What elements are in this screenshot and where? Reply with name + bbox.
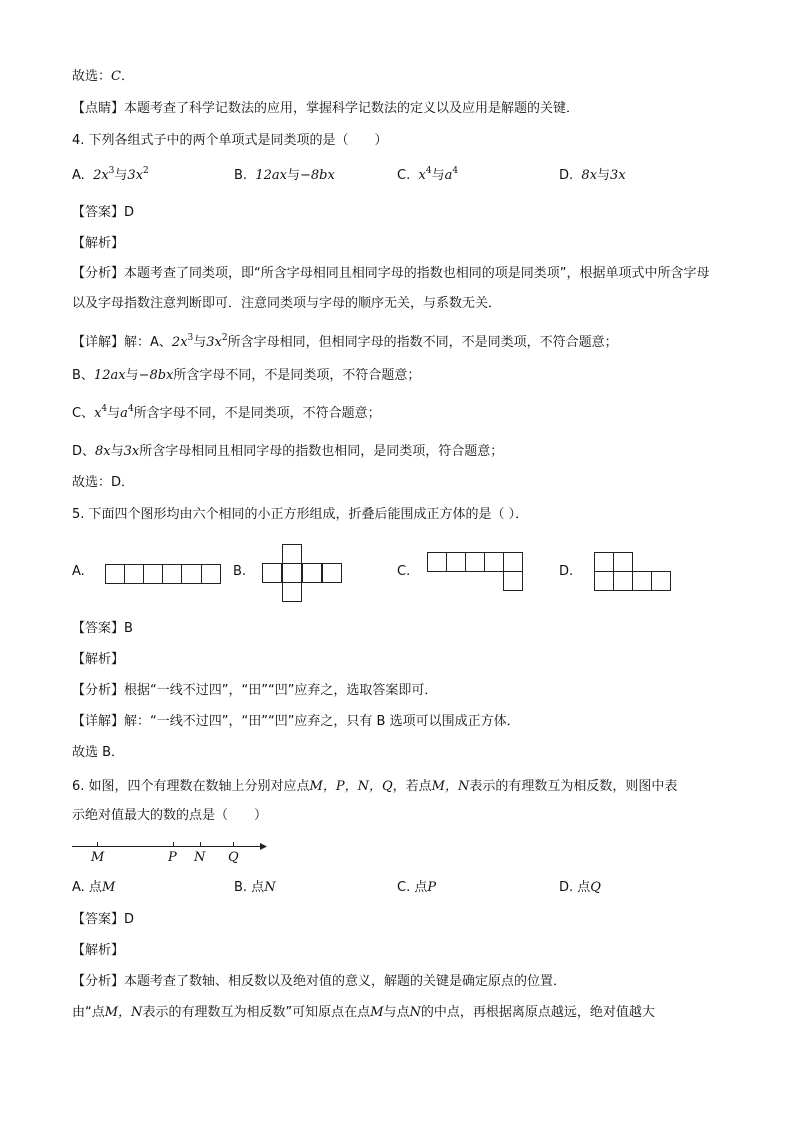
net-figure-c	[427, 552, 524, 592]
number-line	[72, 836, 267, 866]
net-figure-b	[262, 544, 342, 602]
q4-option-a: A. $2x^3$与$3x^2$	[72, 166, 149, 183]
q6-explanation-line: 由“点M，N表示的有理数互为相反数”可知原点在点M与点N的中点，再根据离原点越远，绝对值越大	[72, 1005, 655, 1020]
q6-answer: 【答案】D	[72, 912, 135, 927]
q4-analysis-heading: 【解析】	[72, 236, 125, 251]
q5-label-c: C.	[397, 564, 411, 579]
question-6-stem-line2: 示绝对值最大的数的点是（ ）	[72, 808, 268, 823]
q6-analysis-heading: 【解析】	[72, 943, 125, 958]
q4-detail-b: B、12ax与−8bx所含字母不同，不是同类项，不符合题意；	[72, 368, 421, 383]
q5-detail: 【详解】解：“一线不过四”，“田”“凹”应弃之，只有 B 选项可以围成正方体．	[72, 714, 520, 729]
q6-option-b: B. 点N	[234, 880, 276, 895]
q4-detail-d: D、8x与3x所含字母相同且相同字母的指数也相同，是同类项，符合题意；	[72, 444, 504, 459]
q6-option-d: D. 点Q	[559, 880, 601, 895]
net-figure-d	[594, 552, 672, 592]
q5-answer: 【答案】B	[72, 621, 133, 636]
q4-option-d: D. 8x与3x	[559, 168, 626, 183]
q5-label-b: B.	[233, 564, 247, 579]
q6-fenxi: 【分析】本题考查了数轴、相反数以及绝对值的意义，解题的关键是确定原点的位置．	[72, 974, 567, 989]
question-4-stem: 4. 下列各组式子中的两个单项式是同类项的是（ ）	[72, 133, 388, 148]
question-5-stem: 5. 下面四个图形均由六个相同的小正方形组成，折叠后能围成正方体的是（ ）．	[72, 507, 529, 522]
axis-point-n: N	[194, 850, 206, 865]
q5-analysis-heading: 【解析】	[72, 652, 125, 667]
arrow-right-icon	[260, 843, 267, 850]
q4-option-b: B. 12ax与−8bx	[234, 168, 335, 183]
q4-detail-a: 【详解】解：A、$2x^3$与$3x^2$所含字母相同，但相同字母的指数不同，不是同类项，不符合题意；	[72, 333, 618, 350]
q5-fenxi: 【分析】根据“一线不过四”，“田”“凹”应弃之，选取答案即可．	[72, 683, 438, 698]
q5-label-d: D.	[559, 564, 574, 579]
conclusion-previous: 故选：C．	[72, 69, 134, 84]
q5-conclusion: 故选 B．	[72, 745, 125, 760]
axis-point-m: M	[91, 850, 105, 865]
q4-fenxi: 【分析】本题考查了同类项，即“所含字母相同且相同字母的指数也相同的项是同类项”，根据单项式中所含字母以及字母指数注意判断即可．注意同类项与字母的顺序无关，与系数无关．	[72, 266, 710, 311]
q4-conclusion: 故选：D．	[72, 475, 135, 490]
q6-option-c: C. 点P	[397, 880, 437, 895]
q4-detail-c: C、$x^4$与$a^4$所含字母不同，不是同类项，不符合题意；	[72, 404, 381, 421]
net-figure-a	[105, 564, 221, 584]
question-6-stem-line1: 6. 如图，四个有理数在数轴上分别对应点M，P，N，Q，若点M，N表示的有理数互为相反数，则图中表	[72, 779, 678, 794]
axis-point-q: Q	[228, 850, 239, 865]
q4-option-c: C. $x^4$与$a^4$	[397, 166, 459, 183]
q6-option-a: A. 点M	[72, 880, 116, 895]
q4-answer: 【答案】D	[72, 205, 135, 220]
q5-label-a: A.	[72, 564, 85, 579]
axis-point-p: P	[168, 850, 177, 865]
dianjing-paragraph: 【点睛】本题考查了科学记数法的应用，掌握科学记数法的定义以及应用是解题的关键．	[72, 101, 580, 116]
